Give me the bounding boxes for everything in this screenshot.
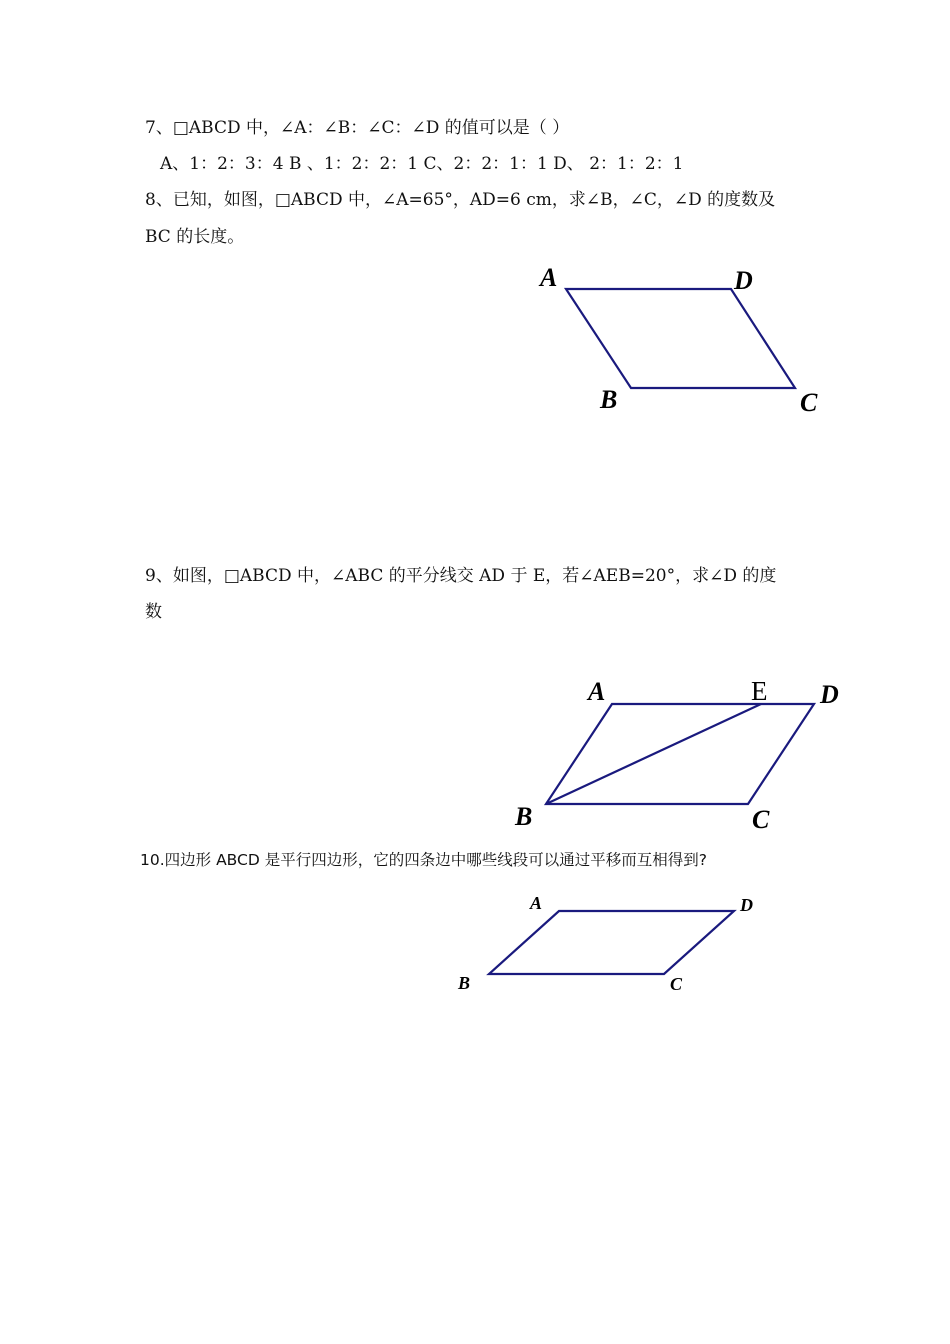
q7-options: A、1：2：3：4 B 、1：2：2：1 C、2：2：1：1 D、 2：1：2：1 [160,154,684,174]
q10-label-B: B [458,973,471,993]
q8-line1: 8、已知，如图，□ABCD 中，∠A=65°，AD=6 cm，求∠B，∠C，∠D 的度数及 [145,190,776,210]
q9-label-D: D [820,680,839,709]
q8-label-B: B [600,385,618,414]
q10-label-A: A [530,893,543,913]
q10-label-D: D [740,895,753,915]
q8-label-D: D [734,266,753,295]
q9-label-A: A [588,677,606,706]
q10-label-C: C [670,974,683,994]
q7-stem: 7、□ABCD 中，∠A：∠B：∠C：∠D 的值可以是（ ） [145,118,570,138]
q8-label-C: C [800,388,818,417]
q9-label-B: B [515,802,533,831]
q8-line2: BC 的长度。 [145,227,245,247]
q10-parallelogram [489,911,734,974]
q10-stem: 10.四边形 ABCD 是平行四边形，它的四条边中哪些线段可以通过平移而互相得到? [140,851,707,869]
q8-label-A: A [540,263,558,292]
q9-line2: 数 [145,602,162,622]
q9-line1: 9、如图，□ABCD 中，∠ABC 的平分线交 AD 于 E，若∠AEB=20°，求∠D 的度 [145,566,777,586]
q9-label-E: E [751,676,768,706]
q9-label-C: C [752,805,770,834]
